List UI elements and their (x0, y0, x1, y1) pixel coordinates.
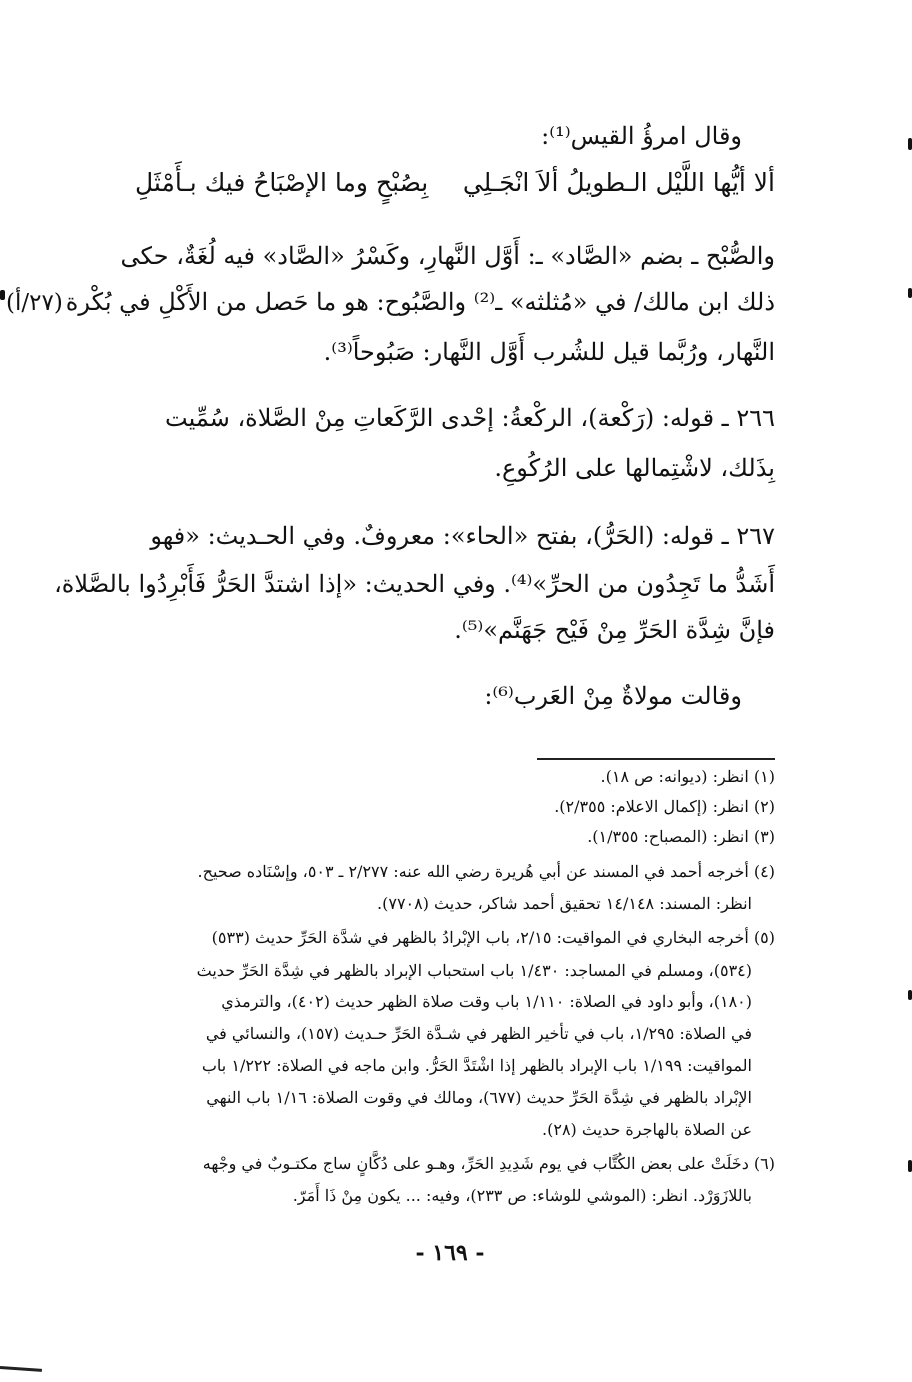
margin-folio-note: (٢٧/أ) (6, 290, 63, 316)
footnote-line: (٥) أخرجه البخاري في المواقيت: ٢/١٥، باب الإبْرادُ بالظهر في شدَّة الحَرِّ حديث (٥٣٣) (211, 928, 775, 947)
footnote-line: (١) انظر: (ديوانه: ص ١٨). (600, 767, 775, 786)
scan-mark (908, 138, 912, 150)
body-line: وقالت مولاةٌ مِنْ العَرب⁽⁶⁾: (484, 682, 742, 710)
verse-intro: وقال امرؤُ القيس⁽¹⁾: (541, 122, 742, 150)
footnote-line: (١٨٠)، وأبو داود في الصلاة: ١/١١٠ باب وقت صلاة الظهر حديث (٤٠٢)، والترمذي (221, 992, 752, 1011)
body-line: ٢٦٦ ـ قوله: (رَكْعة)، الركْعةُ: إحْدى الرَّكَعاتِ مِنْ الصَّلاة، سُمِّيت (165, 404, 775, 432)
footnote-separator (537, 758, 775, 760)
footnote-line: الإبْراد بالظهر في شِدَّة الحَرِّ حديث (٦٧٧)، ومالك في وقوت الصلاة: ١/١٦ باب النهي (206, 1088, 752, 1107)
scan-mark (908, 1160, 912, 1172)
body-line: ٢٦٧ ـ قوله: (الحَرُّ)، بفتح «الحاء»: معروفٌ. وفي الحـديث: «فهو (150, 522, 775, 550)
body-line: بِذَلك، لاشْتِمالها على الرُكُوعِ. (494, 454, 775, 482)
verse-hemistich-1: ألا أيُّها اللَّيْل الـطويلُ ألاَ انْجَـلِي (462, 168, 775, 197)
footnote-line: (٣) انظر: (المصباح: ١/٣٥٥). (587, 827, 775, 846)
body-line: أَشَدُّ ما تَجِدُون من الحرِّ»⁽⁴⁾. وفي الحديث: «إذا اشتدَّ الحَرُّ فَأَبْرِدُوا بالصَّلاة، (54, 570, 775, 598)
verse-hemistich-2: بِصُبْحٍ وما الإصْبَاحُ فيك بـأَمْثَلِ (135, 168, 429, 197)
footnote-line: عن الصلاة بالهاجرة حديث (٢٨). (542, 1120, 752, 1139)
scan-mark (908, 288, 912, 298)
footnote-line: (٦) دخَلَتْ على بعض الكُتَّاب في يوم شَدِيدِ الحَرِّ، وهـو على دُكَّانٍ ساج مكتـوبٌ في وجْهه (202, 1154, 775, 1173)
body-line: فإنَّ شِدَّة الحَرِّ مِنْ فَيْح جَهَنَّم»⁽⁵⁾. (454, 616, 775, 644)
footnote-line: (٤) أخرجه أحمد في المسند عن أبي هُريرة رضي الله عنه: ٢/٢٧٧ ـ ٥٠٣، وإسْنَاده صحيح. (197, 862, 775, 881)
footnote-line: في الصلاة: ١/٢٩٥، باب في تأخير الظهر في شـدَّة الحَرِّ حـديث (١٥٧)، والنسائي في (205, 1024, 752, 1043)
footnote-line: (٥٣٤)، ومسلم في المساجد: ١/٤٣٠ باب استحباب الإبراد بالظهر في شِدَّة الحَرِّ حديث (196, 961, 752, 980)
footnote-line: المواقيت: ١/١٩٩ باب الإبراد بالظهر إذا اشْتَدَّ الحَرُّ. وابن ماجه في الصلاة: ١/٢٢٢ باب (201, 1056, 752, 1075)
footnote-line: (٢) انظر: (إكمال الاعلام: ٢/٣٥٥). (554, 797, 775, 816)
body-line: ذلك ابن مالك/ في «مُثلثه» ـ⁽²⁾ والصَّبُوح: هو ما حَصل من الأَكْلِ في بُكْرة (65, 288, 775, 316)
poetry-verse (135, 163, 775, 203)
body-line: النَّهار، ورُبَّما قيل للشُرب أَوَّل النَّهار: صَبُوحاً⁽³⁾. (323, 338, 775, 366)
page-number: - ١٦٩ - (415, 1240, 485, 1266)
scan-edge-mark (0, 1366, 42, 1372)
footnote-line: انظر: المسند: ١٤/١٤٨ تحقيق أحمد شاكر، حديث (٧٧٠٨). (377, 894, 752, 913)
body-line: والصُّبْح ـ بضم «الصَّاد» ـ: أَوَّل النَّهارِ، وكَسْرُ «الصَّاد» فيه لُغَةٌ، حكى (120, 242, 775, 270)
scan-mark (0, 290, 5, 300)
footnote-line: باللازَوَرْد. انظر: (الموشي للوشاء: ص ٢٣٣)، وفيه: ... يكون مِنْ ذَا أَمَرّ. (292, 1186, 752, 1205)
scan-mark (908, 990, 912, 1000)
